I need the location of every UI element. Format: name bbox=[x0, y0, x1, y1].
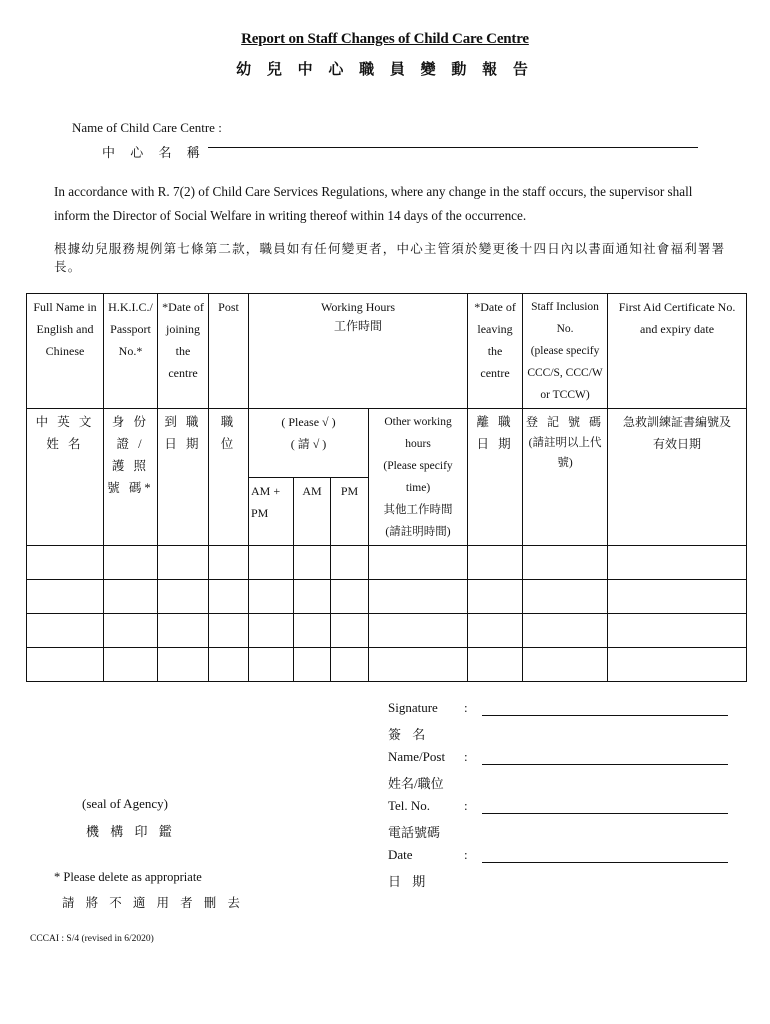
name-post-field[interactable] bbox=[482, 751, 728, 765]
date-label: Date bbox=[388, 847, 413, 862]
table-row[interactable] bbox=[27, 648, 747, 682]
col-header-pm: PM bbox=[331, 477, 369, 546]
table-row[interactable] bbox=[27, 546, 747, 580]
col-header-date-join-zh: 到 職 日 期 bbox=[158, 409, 209, 546]
centre-name-label-zh: 中 心 名 稱 bbox=[102, 145, 206, 160]
delete-note-zh: 請 將 不 適 用 者 刪 去 bbox=[62, 896, 244, 910]
seal-label-zh: 機 構 印 鑑 bbox=[86, 824, 176, 839]
col-header-working-hours: Working Hours 工作時間 bbox=[249, 294, 468, 409]
col-header-first-aid: First Aid Certificate No. and expiry date bbox=[608, 294, 747, 409]
tel-colon: : bbox=[464, 798, 468, 813]
intro-paragraph-zh: 根據幼兒服務規例第七條第二款，職員如有任何變更者，中心主管須於變更後十四日內以書面通知社會福利署署長。 bbox=[54, 242, 726, 274]
col-header-date-leave: *Date of leaving the centre bbox=[468, 294, 523, 409]
col-header-staff-inclusion: Staff Inclusion No. (please specify CCC/S, CCC/W or TCCW) bbox=[523, 294, 608, 409]
centre-name-label: Name of Child Care Centre : bbox=[72, 120, 222, 135]
date-field[interactable] bbox=[482, 849, 728, 863]
col-header-hkic: H.K.I.C./ Passport No.* bbox=[104, 294, 158, 409]
col-header-other-hours: Other working hours (Please specify time) 其他工作時間 (請註明時間) bbox=[369, 409, 468, 546]
signature-field[interactable] bbox=[482, 702, 728, 716]
tel-label: Tel. No. bbox=[388, 798, 431, 813]
col-header-hkic-zh: 身 份 證 / 護 照 號 碼* bbox=[104, 409, 158, 546]
col-header-registration-zh: 登 記 號 碼 (請註明以上代號) bbox=[523, 409, 608, 546]
date-colon: : bbox=[464, 847, 468, 862]
col-header-full-name: Full Name in English and Chinese bbox=[27, 294, 104, 409]
tel-label-zh: 電話號碼 bbox=[388, 825, 441, 840]
centre-name-field[interactable] bbox=[208, 133, 698, 148]
intro-paragraph-en: In accordance with R. 7(2) of Child Care Services Regulations, where any change in the staff occurs, the supervisor shall inform the Director of Social Welfare in writing thereof within 14 days of the occurrence. bbox=[54, 184, 693, 223]
col-header-first-aid-zh: 急救訓練証書編號及 有效日期 bbox=[608, 409, 747, 546]
form-title-zh: 幼 兒 中 心 職 員 變 動 報 告 bbox=[236, 62, 534, 78]
table-row[interactable] bbox=[27, 614, 747, 648]
signature-label-zh: 簽 名 bbox=[388, 727, 430, 742]
tel-field[interactable] bbox=[482, 800, 728, 814]
form-code: CCCAI : S/4 (revised in 6/2020) bbox=[30, 934, 154, 944]
date-label-zh: 日 期 bbox=[388, 874, 430, 889]
col-header-date-leave-zh: 離 職 日 期 bbox=[468, 409, 523, 546]
name-post-colon: : bbox=[464, 749, 468, 764]
signature-label: Signature bbox=[388, 700, 438, 715]
form-title-en: Report on Staff Changes of Child Care Centre bbox=[241, 31, 529, 47]
staff-changes-table bbox=[26, 293, 747, 682]
col-header-date-join: *Date of joining the centre bbox=[158, 294, 209, 409]
col-header-am-pm: AM + PM bbox=[249, 477, 294, 546]
seal-label: (seal of Agency) bbox=[82, 796, 168, 811]
table-row[interactable] bbox=[27, 580, 747, 614]
col-header-am: AM bbox=[294, 477, 331, 546]
name-post-label-zh: 姓名/職位 bbox=[388, 776, 444, 791]
delete-note: * Please delete as appropriate bbox=[54, 870, 202, 884]
col-header-full-name-zh: 中 英 文 姓 名 bbox=[27, 409, 104, 546]
col-header-post: Post bbox=[209, 294, 249, 409]
signature-colon: : bbox=[464, 700, 468, 715]
col-header-post-zh: 職 位 bbox=[209, 409, 249, 546]
name-post-label: Name/Post bbox=[388, 749, 446, 764]
please-tick-header: ( Please √ ) ( 請 √ ) bbox=[249, 409, 369, 478]
